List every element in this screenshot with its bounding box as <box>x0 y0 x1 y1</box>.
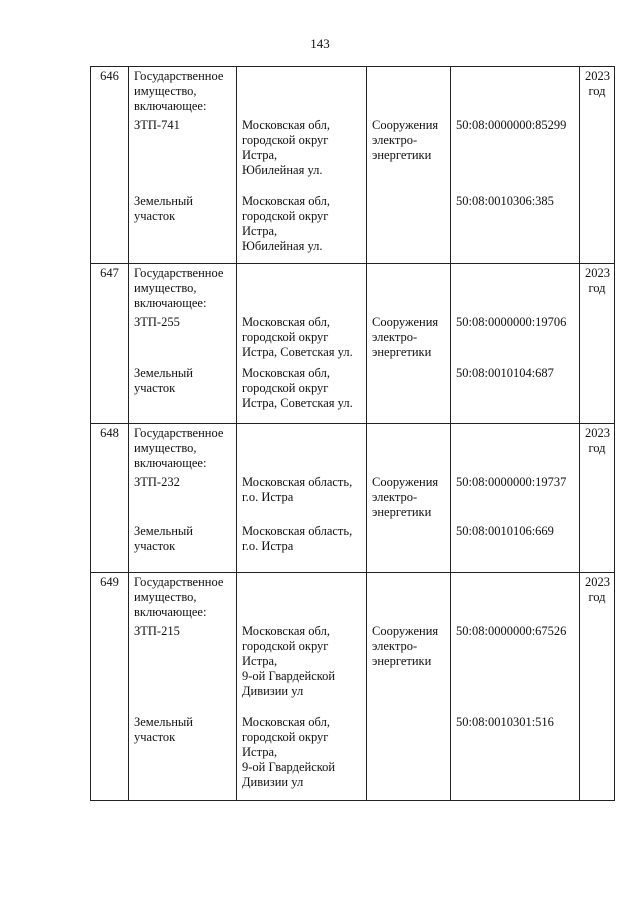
group-header: Государственное имущество, включающее: <box>129 573 237 623</box>
page-number: 143 <box>310 36 330 51</box>
year: 2023 год <box>580 264 615 314</box>
cadastral-number: 50:08:0000000:85299 <box>451 116 580 192</box>
table-row <box>91 116 615 192</box>
object-type: Сооружения электро- энергетики <box>367 313 451 364</box>
object-type: Сооружения электро- энергетики <box>367 622 451 713</box>
object-name: ЗТП-232 <box>129 473 237 522</box>
table-row <box>91 622 615 713</box>
object-address: Московская обл, городской округ Истра, 9-ой Гвардейской Дивизии ул <box>237 622 367 713</box>
cadastral-number: 50:08:0000000:19706 <box>451 313 580 364</box>
group-header: Государственное имущество, включающее: <box>129 264 237 314</box>
cadastral-number: 50:08:0000000:19737 <box>451 473 580 522</box>
cadastral-number: 50:08:0010104:687 <box>451 364 580 424</box>
object-name: Земельный участок <box>129 364 237 424</box>
table-row <box>91 313 615 364</box>
object-type <box>367 522 451 573</box>
table-row <box>91 473 615 522</box>
table-row <box>91 573 615 623</box>
table-row <box>91 522 615 573</box>
year: 2023 год <box>580 573 615 623</box>
object-name: Земельный участок <box>129 192 237 264</box>
object-type: Сооружения электро- энергетики <box>367 116 451 192</box>
object-address: Московская обл, городской округ Истра, Советская ул. <box>237 364 367 424</box>
table-row <box>91 364 615 424</box>
object-name: ЗТП-215 <box>129 622 237 713</box>
object-type <box>367 364 451 424</box>
row-number: 647 <box>91 264 129 314</box>
cadastral-number: 50:08:0010106:669 <box>451 522 580 573</box>
object-address: Московская обл, городской округ Истра, Советская ул. <box>237 313 367 364</box>
table-row <box>91 67 615 117</box>
object-address: Московская область, г.о. Истра <box>237 522 367 573</box>
table-row <box>91 424 615 474</box>
table-row <box>91 713 615 801</box>
year: 2023 год <box>580 67 615 117</box>
object-name: ЗТП-255 <box>129 313 237 364</box>
cadastral-number: 50:08:0010306:385 <box>451 192 580 264</box>
row-number: 646 <box>91 67 129 117</box>
row-number: 648 <box>91 424 129 474</box>
object-address: Московская обл, городской округ Истра, Юбилейная ул. <box>237 192 367 264</box>
table-row <box>91 264 615 314</box>
group-header: Государственное имущество, включающее: <box>129 67 237 117</box>
object-name: Земельный участок <box>129 522 237 573</box>
object-type <box>367 713 451 801</box>
object-address: Московская обл, городской округ Истра, 9-ой Гвардейской Дивизии ул <box>237 713 367 801</box>
property-registry-table <box>90 66 615 801</box>
object-address: Московская обл, городской округ Истра, Юбилейная ул. <box>237 116 367 192</box>
object-name: ЗТП-741 <box>129 116 237 192</box>
object-name: Земельный участок <box>129 713 237 801</box>
object-type <box>367 192 451 264</box>
row-number: 649 <box>91 573 129 623</box>
table-row <box>91 192 615 264</box>
cadastral-number: 50:08:0010301:516 <box>451 713 580 801</box>
object-type: Сооружения электро- энергетики <box>367 473 451 522</box>
cadastral-number: 50:08:0000000:67526 <box>451 622 580 713</box>
object-address: Московская область, г.о. Истра <box>237 473 367 522</box>
year: 2023 год <box>580 424 615 474</box>
group-header: Государственное имущество, включающее: <box>129 424 237 474</box>
